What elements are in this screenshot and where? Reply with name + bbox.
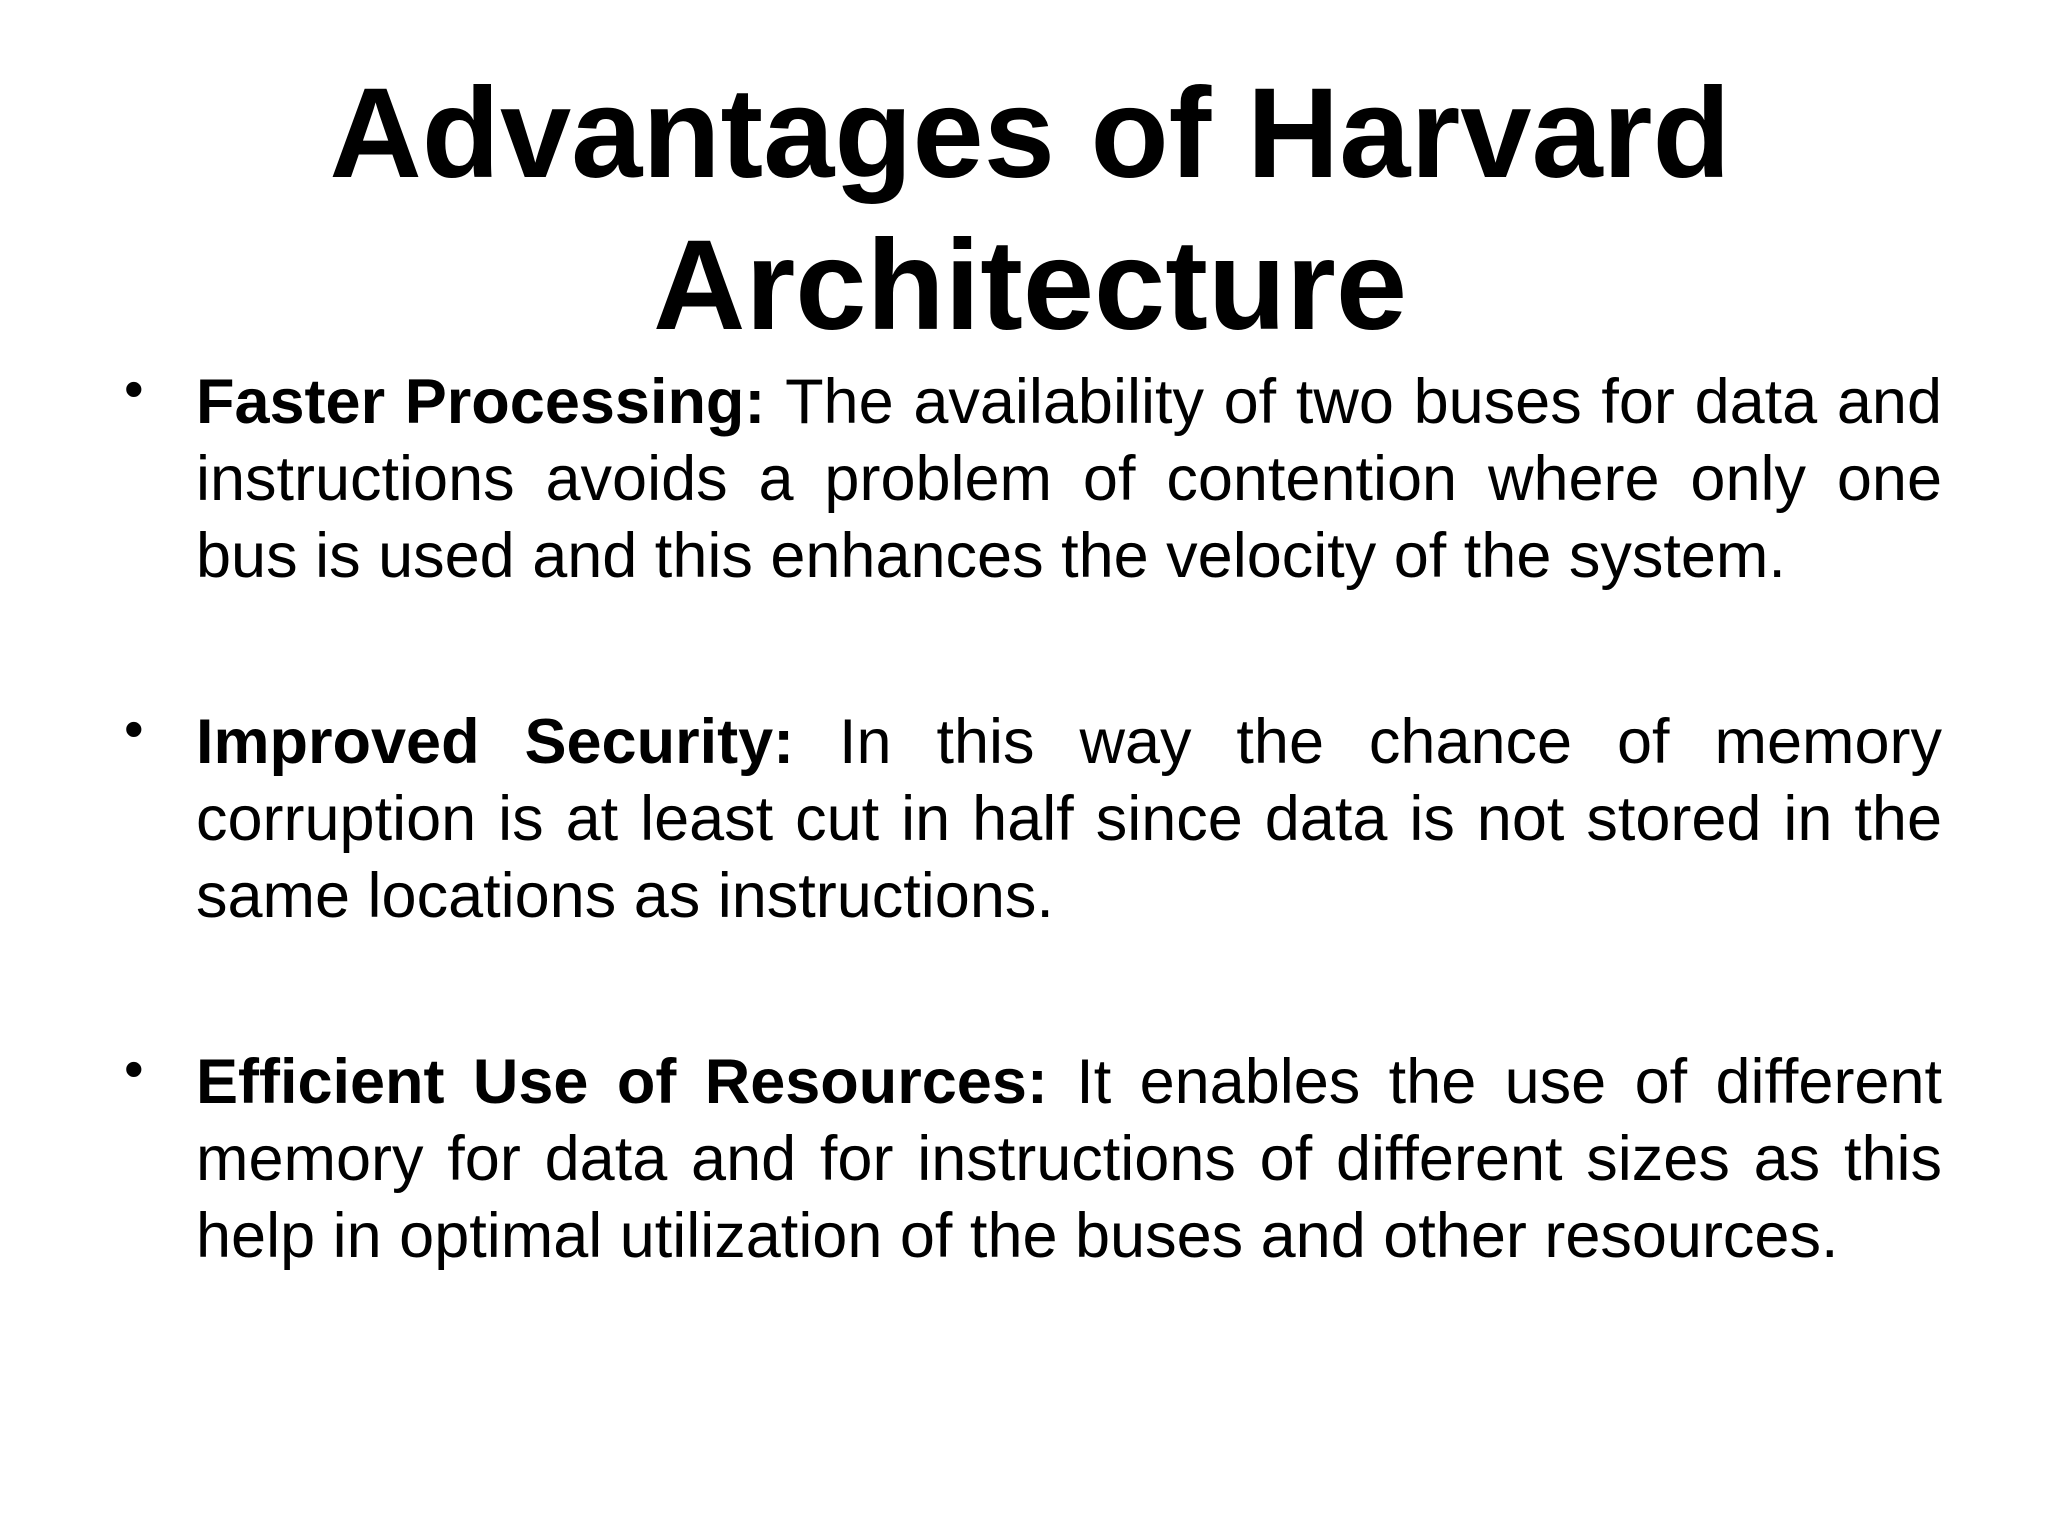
slide-title: Advantages of Harvard Architecture [329,62,1731,357]
bullet-dot-icon: • [124,697,144,760]
bullet-term: Efficient Use of Resources: [196,1047,1077,1117]
bullet-item-faster-processing [124,357,1942,595]
bullet-text: In this way the chance of memory corruption is at least cut in half since data is not stored in the same locations as instructions. [196,707,1942,931]
bullet-term: Faster Processing: [196,367,786,437]
bullet-item-improved-security [124,697,1942,935]
bullet-term: Improved Security: [196,707,840,777]
bullet-text: It enables the use of different memory for data and for instructions of different sizes as this help in optimal utilization of the buses and other resources. [196,1047,1942,1271]
bullet-text: The availability of two buses for data and instructions avoids a problem of contention where only one bus is used and this enhances the velocity of the system. [196,367,1942,591]
bullet-dot-icon: • [124,357,144,420]
bullet-dot-icon: • [124,1037,144,1100]
bullet-item-efficient-use-of-resources [124,1037,1942,1275]
